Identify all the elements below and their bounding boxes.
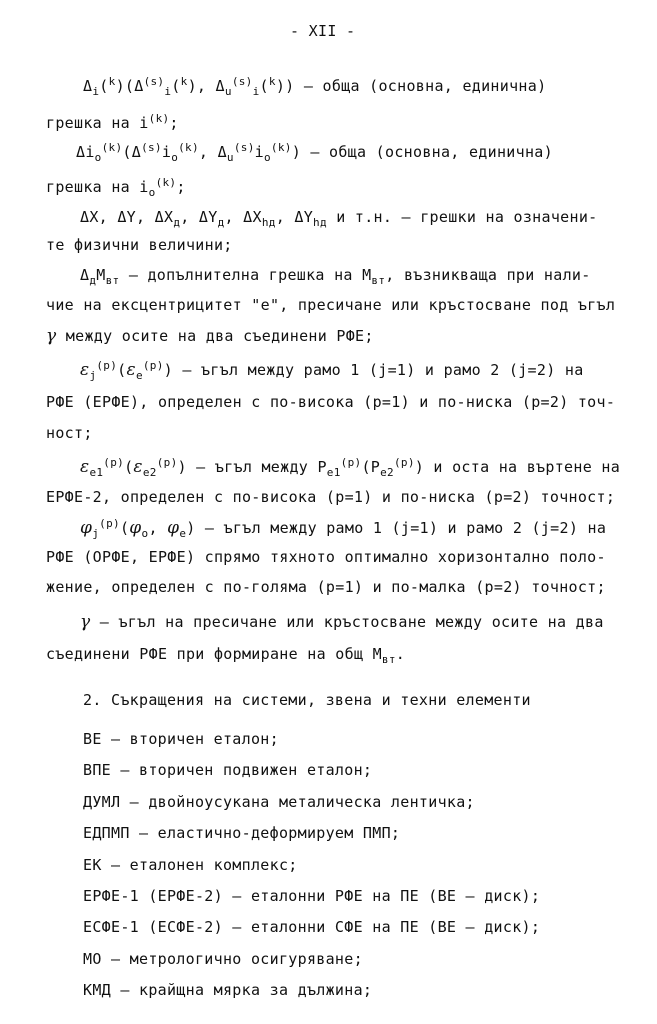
abbreviation-item: ВЕ – вторичен еталон; (83, 730, 279, 748)
abbreviation-item: ЕРФЕ-1 (ЕРФЕ-2) – еталонни РФЕ на ПЕ (ВЕ – диск); (83, 887, 541, 905)
text-line: $\varepsilon_j^{(p)}(\varepsilon_e^{(p)})$ – ъгъл между рамо 1 (j=1) и рамо 2 (j=2) на (80, 359, 584, 382)
abbreviation-item: МО – метрологично осигуряване; (83, 950, 363, 968)
text-line: чие на ексцентрицитет "е", пресичане или кръстосване под ъгъл (46, 296, 616, 314)
abbreviation-item: ЕДПМП – еластично-деформируем ПМП; (83, 824, 401, 842)
text-line: ност; (46, 424, 93, 442)
text-line: ЕРФЕ-2, определен с по-висока (p=1) и по-ниска (p=2) точност; (46, 488, 616, 506)
text-line: $\varepsilon_{e1}^{(p)}(\varepsilon_{e2}^{(p)})$ – ъгъл между $P_{e1}^{(p)}(P_{e2}^{(p)})$ и оста на въртене на (80, 456, 621, 479)
text-line: $\varphi_j^{(p)}(\varphi_o$, $\varphi_e$) – ъгъл между рамо 1 (j=1) и рамо 2 (j=2) на (80, 517, 607, 540)
entry-delta-io-line-2: грешка на $i_o^{(k)}$; (46, 176, 186, 199)
abbreviation-item: КМД – крайщна мярка за дължина; (83, 981, 373, 999)
section-title: 2. Съкращения на системи, звена и техни елементи (83, 691, 531, 709)
text-line: съединени РФЕ при формиране на общ $M_{вт}$. (46, 645, 406, 666)
text-line: жение, определен с по-голяма (p=1) и по-малка (p=2) точност; (46, 578, 606, 596)
abbreviation-item: ВПЕ – вторичен подвижен еталон; (83, 761, 373, 779)
entry-delta-io-line-1: $\Delta i_o^{(k)}(\Delta^{(s)}i_o^{(k)}$, $\Delta_u^{(s)}i_o^{(k)}$) – обща (основна, единична) (76, 141, 553, 164)
text-line: РФЕ (ЕРФЕ), определен с по-висока (p=1) и по-ниска (p=2) точ- (46, 393, 616, 411)
abbreviation-item: ЕК – еталонен комплекс; (83, 856, 298, 874)
entry-delta-i-line-1: $\Delta_i(^k)(\Delta^{(s)}_i(^k)$, $\Delta_u^{(s)}_i(^k)$) – обща (основна, единична) (83, 75, 547, 98)
abbreviation-item: ДУМЛ – двойноусукана металическа лентичка; (83, 793, 475, 811)
abbreviation-item: ЕСФЕ-1 (ЕСФЕ-2) – еталонни СФЕ на ПЕ (ВЕ – диск); (83, 918, 541, 936)
text-line: γ между осите на два съединени РФЕ; (46, 326, 374, 346)
text-line: γ – ъгъл на пресичане или кръстосване между осите на два (80, 612, 604, 632)
text-line: ΔX, ΔY, $\Delta X_д$, $\Delta Y_д$, $\Delta X_{hд}$, $\Delta Y_{hд}$ и т.н. – грешки на означени- (80, 208, 598, 229)
text-line: те физични величини; (46, 236, 233, 254)
text-line: $\Delta_дM_{вт}$ – допълнителна грешка на $M_{вт}$, възникваща при нали- (80, 266, 591, 287)
text-line: РФЕ (ОРФЕ, ЕРФЕ) спрямо тяхното оптимално хоризонтално поло- (46, 548, 606, 566)
entry-delta-i-line-2: грешка на $i^{(k)}$; (46, 112, 179, 132)
page-number: - XII - (290, 22, 356, 40)
